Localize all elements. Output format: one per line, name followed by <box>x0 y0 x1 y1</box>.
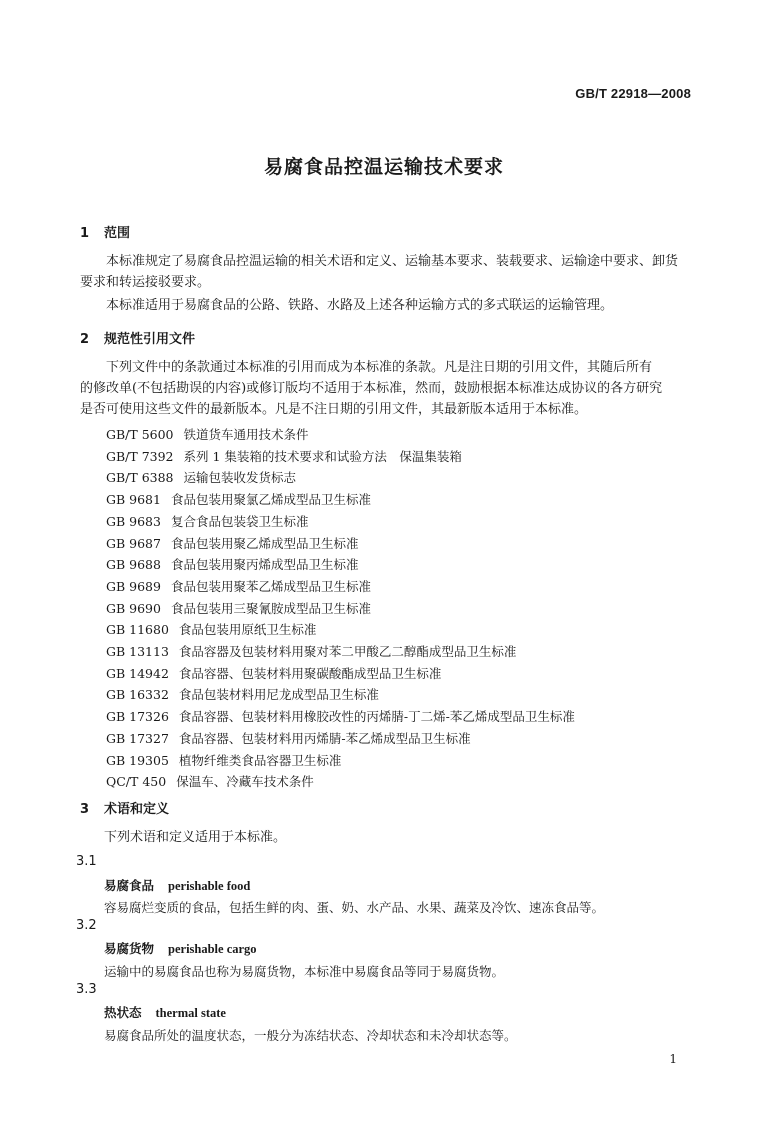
reference-item <box>106 664 441 682</box>
term-number: 3.2 <box>76 918 97 933</box>
reference-item <box>106 751 341 769</box>
reference-item <box>106 685 379 703</box>
term-number: 3.1 <box>76 854 97 869</box>
section-title: 规范性引用文件 <box>104 332 196 347</box>
reference-title: 食品容器及包装材料用聚对苯二甲酸乙二醇酯成型品卫生标准 <box>178 644 517 659</box>
reference-title: 植物纤维类食品容器卫生标准 <box>178 752 342 768</box>
reference-item <box>106 468 296 486</box>
reference-code: GB 9690 <box>106 600 161 616</box>
reference-code: GB/T 5600 <box>106 427 174 442</box>
reference-title: 复合食品包装袋卫生标准 <box>170 513 309 529</box>
term-number: 3.3 <box>76 982 97 997</box>
reference-title: 食品包装用聚乙烯成型品卫生标准 <box>170 535 359 551</box>
reference-title: 食品容器、包装材料用橡胶改性的丙烯腈-丁二烯-苯乙烯成型品卫生标准 <box>178 709 575 725</box>
reference-code: GB 9687 <box>106 535 161 551</box>
reference-item <box>106 577 371 595</box>
reference-code: GB/T 6388 <box>106 470 174 486</box>
term-entry <box>104 1003 226 1021</box>
reference-title: 铁道货车通用技术条件 <box>183 427 309 442</box>
section-1-paragraph-1 <box>80 251 692 293</box>
term-zh: 易腐货物 <box>104 941 155 956</box>
term-definition: 容易腐烂变质的食品，包括生鲜的肉、蛋、奶、水产品、水果、蔬菜及冷饮、速冻食品等。 <box>104 900 605 915</box>
section-number: 1 <box>80 226 90 241</box>
reference-code: GB 14942 <box>106 665 169 681</box>
reference-item <box>106 555 358 573</box>
reference-title: 食品包装用聚丙烯成型品卫生标准 <box>170 557 359 573</box>
reference-code: GB 19305 <box>106 752 169 768</box>
reference-code: GB 16332 <box>106 687 169 703</box>
standard-code-header: GB/T 22918—2008 <box>575 86 691 101</box>
text-line: 要求和转运接驳要求。 <box>80 275 211 290</box>
reference-title: 食品包装材料用尼龙成型品卫生标准 <box>178 687 379 703</box>
term-en: perishable food <box>168 879 251 893</box>
reference-code: GB 9689 <box>106 578 161 594</box>
reference-code: GB 9688 <box>106 557 161 573</box>
reference-title: 保温车、冷藏车技术条件 <box>176 774 314 790</box>
text-line: 的修改单(不包括勘误的内容)或修订版均不适用于本标准，然而，鼓励根据本标准达成协议的各方研究 <box>80 381 663 396</box>
term-zh: 热状态 <box>104 1005 142 1020</box>
term-en: perishable cargo <box>168 942 257 956</box>
section-1-heading <box>80 222 130 241</box>
term-entry <box>104 876 250 894</box>
reference-item <box>106 512 308 530</box>
reference-item <box>106 729 471 747</box>
section-3-heading <box>80 798 169 817</box>
reference-code: GB 13113 <box>106 644 169 659</box>
reference-code: GB 17327 <box>106 730 169 746</box>
section-number: 2 <box>80 332 90 347</box>
reference-code: QC/T 450 <box>106 774 167 790</box>
text-line: 是否可使用这些文件的最新版本。凡是不注日期的引用文件，其最新版本适用于本标准。 <box>80 402 588 417</box>
text-line: 下列文件中的条款通过本标准的引用而成为本标准的条款。凡是注日期的引用文件，其随后所有 <box>106 360 653 375</box>
reference-title: 运输包装收发货标志 <box>183 470 297 486</box>
reference-item <box>106 772 314 790</box>
term-zh: 易腐食品 <box>104 878 155 893</box>
document-title: 易腐食品控温运输技术要求 <box>263 156 504 178</box>
section-number: 3 <box>80 802 90 817</box>
term-definition: 易腐食品所处的温度状态，一般分为冻结状态、冷却状态和未冷却状态等。 <box>104 1028 517 1043</box>
reference-code: GB 9683 <box>106 513 161 529</box>
term-definition: 运输中的易腐食品也称为易腐货物，本标准中易腐食品等同于易腐货物。 <box>104 964 505 979</box>
reference-item <box>106 425 309 443</box>
reference-code: GB 11680 <box>106 622 169 638</box>
reference-code: GB 9681 <box>106 492 161 508</box>
section-3-intro: 下列术语和定义适用于本标准。 <box>104 830 287 845</box>
reference-item <box>106 447 462 465</box>
reference-title: 食品包装用聚苯乙烯成型品卫生标准 <box>170 578 371 594</box>
term-entry <box>104 939 257 957</box>
reference-code: GB 17326 <box>106 709 169 725</box>
section-1-paragraph-2: 本标准适用于易腐食品的公路、铁路、水路及上述各种运输方式的多式联运的运输管理。 <box>106 298 614 313</box>
reference-item <box>106 534 358 552</box>
reference-item <box>106 490 371 508</box>
section-title: 术语和定义 <box>104 802 170 817</box>
page-number: 1 <box>669 1052 677 1066</box>
reference-code: GB/T 7392 <box>106 448 174 464</box>
reference-title: 食品包装用聚氯乙烯成型品卫生标准 <box>170 492 371 508</box>
term-en: thermal state <box>155 1006 226 1020</box>
reference-title: 食品包装用原纸卫生标准 <box>178 622 317 638</box>
reference-title: 食品容器、包装材料用聚碳酸酯成型品卫生标准 <box>178 665 442 681</box>
reference-item <box>106 707 575 725</box>
section-title: 范围 <box>104 226 131 241</box>
reference-title: 食品包装用三聚氰胺成型品卫生标准 <box>170 600 371 616</box>
text-line: 本标准规定了易腐食品控温运输的相关术语和定义、运输基本要求、装载要求、运输途中要求、卸货 <box>106 254 679 269</box>
reference-item <box>106 642 516 660</box>
section-2-heading <box>80 328 195 347</box>
reference-title: 系列 1 集装箱的技术要求和试验方法 保温集装箱 <box>183 448 462 464</box>
reference-item <box>106 599 371 617</box>
reference-item <box>106 620 316 638</box>
reference-title: 食品容器、包装材料用丙烯腈-苯乙烯成型品卫生标准 <box>178 730 471 746</box>
section-2-intro <box>80 357 692 420</box>
